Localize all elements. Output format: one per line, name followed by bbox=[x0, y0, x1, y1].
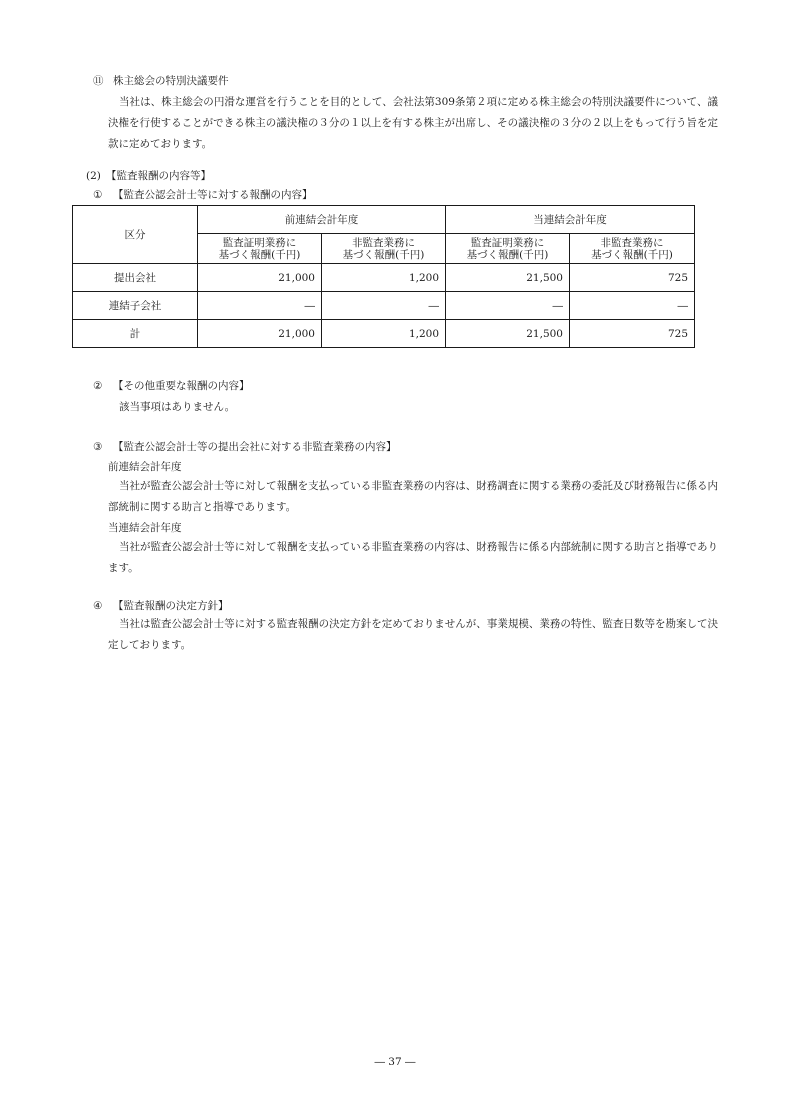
section-11-body: 当社は、株主総会の円滑な運営を行うことを目的として、会社法第309条第２項に定める株主総会の特別決議要件について、議決権を行使することができる株主の議決権の３分の１以上を有する株主が出席し、その議決権の３分の２以上をもって行う旨を定款に定めております。 bbox=[108, 96, 718, 150]
section-2-title: 【監査報酬の内容等】 bbox=[106, 170, 211, 182]
header-category: 区分 bbox=[73, 206, 198, 264]
cell-curr-audit: 21,500 bbox=[446, 320, 570, 348]
header-prev-period: 前連結会計年度 bbox=[198, 206, 446, 234]
table-row bbox=[73, 320, 695, 348]
item-3-curr-body: 当社が監査公認会計士等に対して報酬を支払っている非監査業務の内容は、財務報告に係る内部統制に関する助言と指導であります。 bbox=[108, 541, 718, 574]
cell-prev-nonaudit: 1,200 bbox=[322, 264, 446, 292]
table-header-row-1 bbox=[73, 206, 695, 234]
item-4-body: 当社は監査公認会計士等に対する監査報酬の決定方針を定めておりませんが、事業規模、業務の特性、監査日数等を勘案して決定しております。 bbox=[108, 618, 718, 651]
item-1-heading bbox=[93, 188, 313, 202]
table-row bbox=[73, 292, 695, 320]
row-label: 連結子会社 bbox=[73, 292, 198, 320]
header-curr-period: 当連結会計年度 bbox=[446, 206, 695, 234]
item-3-prev-body: 当社が監査公認会計士等に対して報酬を支払っている非監査業務の内容は、財務調査に関する業務の委託及び財務報告に係る内部統制に関する助言と指導であります。 bbox=[108, 480, 718, 513]
section-11-heading bbox=[93, 74, 229, 88]
section-11-number: ⑪ bbox=[93, 75, 104, 87]
header-curr-audit: 監査証明業務に 基づく報酬(千円) bbox=[446, 234, 570, 264]
item-4-heading bbox=[93, 599, 229, 613]
table-row bbox=[73, 264, 695, 292]
section-2-heading bbox=[86, 169, 211, 183]
cell-curr-audit: ― bbox=[446, 292, 570, 320]
cell-prev-audit: 21,000 bbox=[198, 264, 322, 292]
item-4-title: 【監査報酬の決定方針】 bbox=[113, 600, 229, 612]
page-number: ― 37 ― bbox=[374, 1056, 416, 1068]
cell-curr-audit: 21,500 bbox=[446, 264, 570, 292]
audit-fee-table bbox=[72, 205, 695, 348]
cell-curr-nonaudit: ― bbox=[570, 292, 695, 320]
header-prev-audit: 監査証明業務に 基づく報酬(千円) bbox=[198, 234, 322, 264]
item-1-title: 【監査公認会計士等に対する報酬の内容】 bbox=[113, 189, 313, 201]
item-3-number: ③ bbox=[93, 441, 103, 453]
header-curr-nonaudit: 非監査業務に 基づく報酬(千円) bbox=[570, 234, 695, 264]
header-prev-nonaudit: 非監査業務に 基づく報酬(千円) bbox=[322, 234, 446, 264]
item-2-body: 該当事項はありません。 bbox=[119, 401, 236, 413]
item-1-number: ① bbox=[93, 189, 103, 201]
cell-curr-nonaudit: 725 bbox=[570, 320, 695, 348]
cell-curr-nonaudit: 725 bbox=[570, 264, 695, 292]
item-2-heading bbox=[93, 379, 250, 393]
item-3-heading bbox=[93, 440, 397, 454]
item-4-number: ④ bbox=[93, 600, 103, 612]
section-2-number: (2) bbox=[86, 170, 101, 182]
row-label: 提出会社 bbox=[73, 264, 198, 292]
item-3-curr-label: 当連結会計年度 bbox=[108, 522, 182, 534]
item-2-number: ② bbox=[93, 380, 103, 392]
item-3-prev-label: 前連結会計年度 bbox=[108, 461, 182, 473]
cell-prev-audit: ― bbox=[198, 292, 322, 320]
cell-prev-audit: 21,000 bbox=[198, 320, 322, 348]
cell-prev-nonaudit: ― bbox=[322, 292, 446, 320]
cell-prev-nonaudit: 1,200 bbox=[322, 320, 446, 348]
item-3-title: 【監査公認会計士等の提出会社に対する非監査業務の内容】 bbox=[113, 441, 397, 453]
item-2-title: 【その他重要な報酬の内容】 bbox=[113, 380, 250, 392]
row-label: 計 bbox=[73, 320, 198, 348]
section-11-title: 株主総会の特別決議要件 bbox=[113, 75, 229, 87]
